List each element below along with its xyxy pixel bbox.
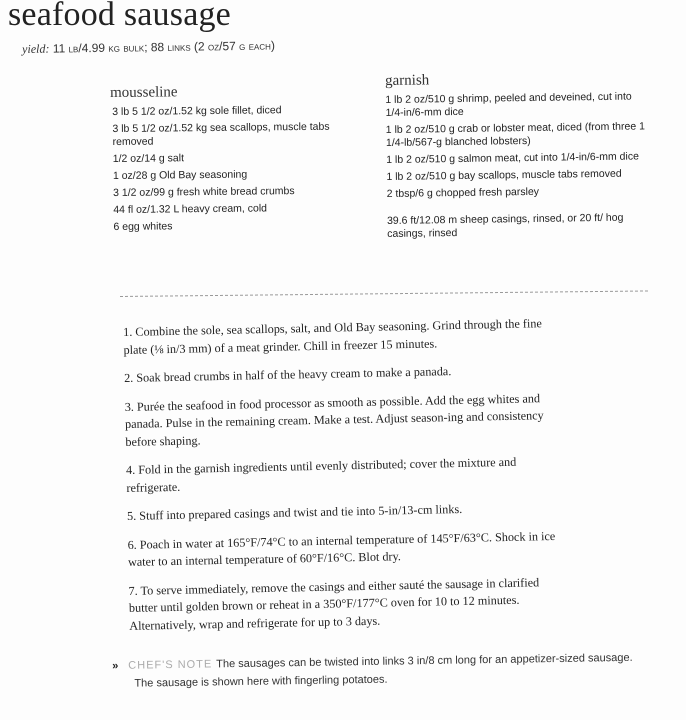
method-step: 1. Combine the sole, sea scallops, salt, and Old Bay seasoning. Grind through the fine plate (⅛ in/3 mm) of a meat grinder. Chill in freezer 15 minutes. — [123, 316, 542, 357]
note-label: CHEF'S NOTE — [128, 658, 213, 672]
note-text-line1: The sausages can be twisted into links 3 in/8 cm long for an appetizer-sized sausage. — [216, 651, 633, 671]
ingredient-item: 39.6 ft/12.08 m sheep casings, rinsed, or 20 ft/ hog casings, rinsed — [386, 211, 624, 240]
ingredient-item: 1 lb 2 oz/510 g crab or lobster meat, diced (from three 1 1/4-lb/567-g blanched lobsters) — [385, 120, 645, 149]
ingredient-item: 1/2 oz/14 g salt — [112, 152, 185, 165]
ingredient-item: 1 oz/28 g Old Bay seasoning — [112, 168, 248, 182]
method-step: 4. Fold in the garnish ingredients until evenly distributed; cover the mixture and refrigerate. — [125, 454, 517, 495]
ingredient-item: 6 egg whites — [113, 220, 173, 233]
mousseline-heading: mousseline — [109, 84, 178, 102]
ingredient-item: 1 lb 2 oz/510 g shrimp, peeled and deveined, cut into 1/4-in/6-mm dice — [385, 90, 632, 119]
method-step: 2. Soak bread crumbs in half of the heavy cream to make a panada. — [123, 364, 452, 385]
yield-line — [22, 38, 275, 57]
note-marker-icon: » — [112, 659, 119, 672]
yield-text: 11 lb/4.99 kg bulk; 88 links (2 oz/57 g each) — [49, 38, 275, 56]
ingredient-item: 3 lb 5 1/2 oz/1.52 kg sea scallops, muscle tabs removed — [112, 120, 330, 148]
mousseline-list — [112, 104, 338, 234]
method-step: 3. Purée the seafood in food processor as smooth as possible. Add the egg whites and panada. Pulse in the remaining cream. Make a test. Adjust season-ing and consistency before shaping. — [124, 390, 544, 449]
ingredient-item: 2 tbsp/6 g chopped fresh parsley — [386, 185, 540, 200]
mousseline-ingredients — [109, 84, 339, 238]
garnish-heading: garnish — [384, 72, 430, 89]
garnish-ingredients — [385, 71, 647, 245]
ingredient-item: 44 fl oz/1.32 L heavy cream, cold — [113, 202, 268, 216]
method-step: 7. To serve immediately, remove the casings and either sauté the sausage in clarified butter until golden brown or reheat in a 350°F/177°C oven for 10 to 12 minutes. Alternatively, wrap and refrigerate for up to 3 days. — [128, 574, 540, 633]
ingredient-item: 1 lb 2 oz/510 g bay scallops, muscle tabs removed — [386, 167, 622, 183]
method-step: 5. Stuff into prepared casings and twist and tie into 5-in/13-cm links. — [126, 501, 463, 523]
method-step: 6. Poach in water at 165°F/74°C to an internal temperature of 145°F/63°C. Shock in ice water to an internal temperature of 60°F/16°C. Blot dry. — [127, 528, 556, 569]
ingredient-item: 3 1/2 oz/99 g fresh white bread crumbs — [113, 185, 295, 199]
note-text-line2: The sausage is shown here with fingerling potatoes. — [134, 673, 388, 690]
garnish-list — [385, 90, 647, 241]
chefs-note — [112, 648, 672, 693]
ingredient-item: 3 lb 5 1/2 oz/1.52 kg sole fillet, diced — [112, 104, 282, 118]
recipe-title: seafood sausage — [8, 0, 231, 33]
method-steps — [123, 315, 570, 646]
ingredient-item: 1 lb 2 oz/510 g salmon meat, cut into 1/4-in/6-mm dice — [386, 150, 639, 166]
yield-label: yield: — [22, 41, 50, 56]
section-divider — [120, 290, 648, 297]
